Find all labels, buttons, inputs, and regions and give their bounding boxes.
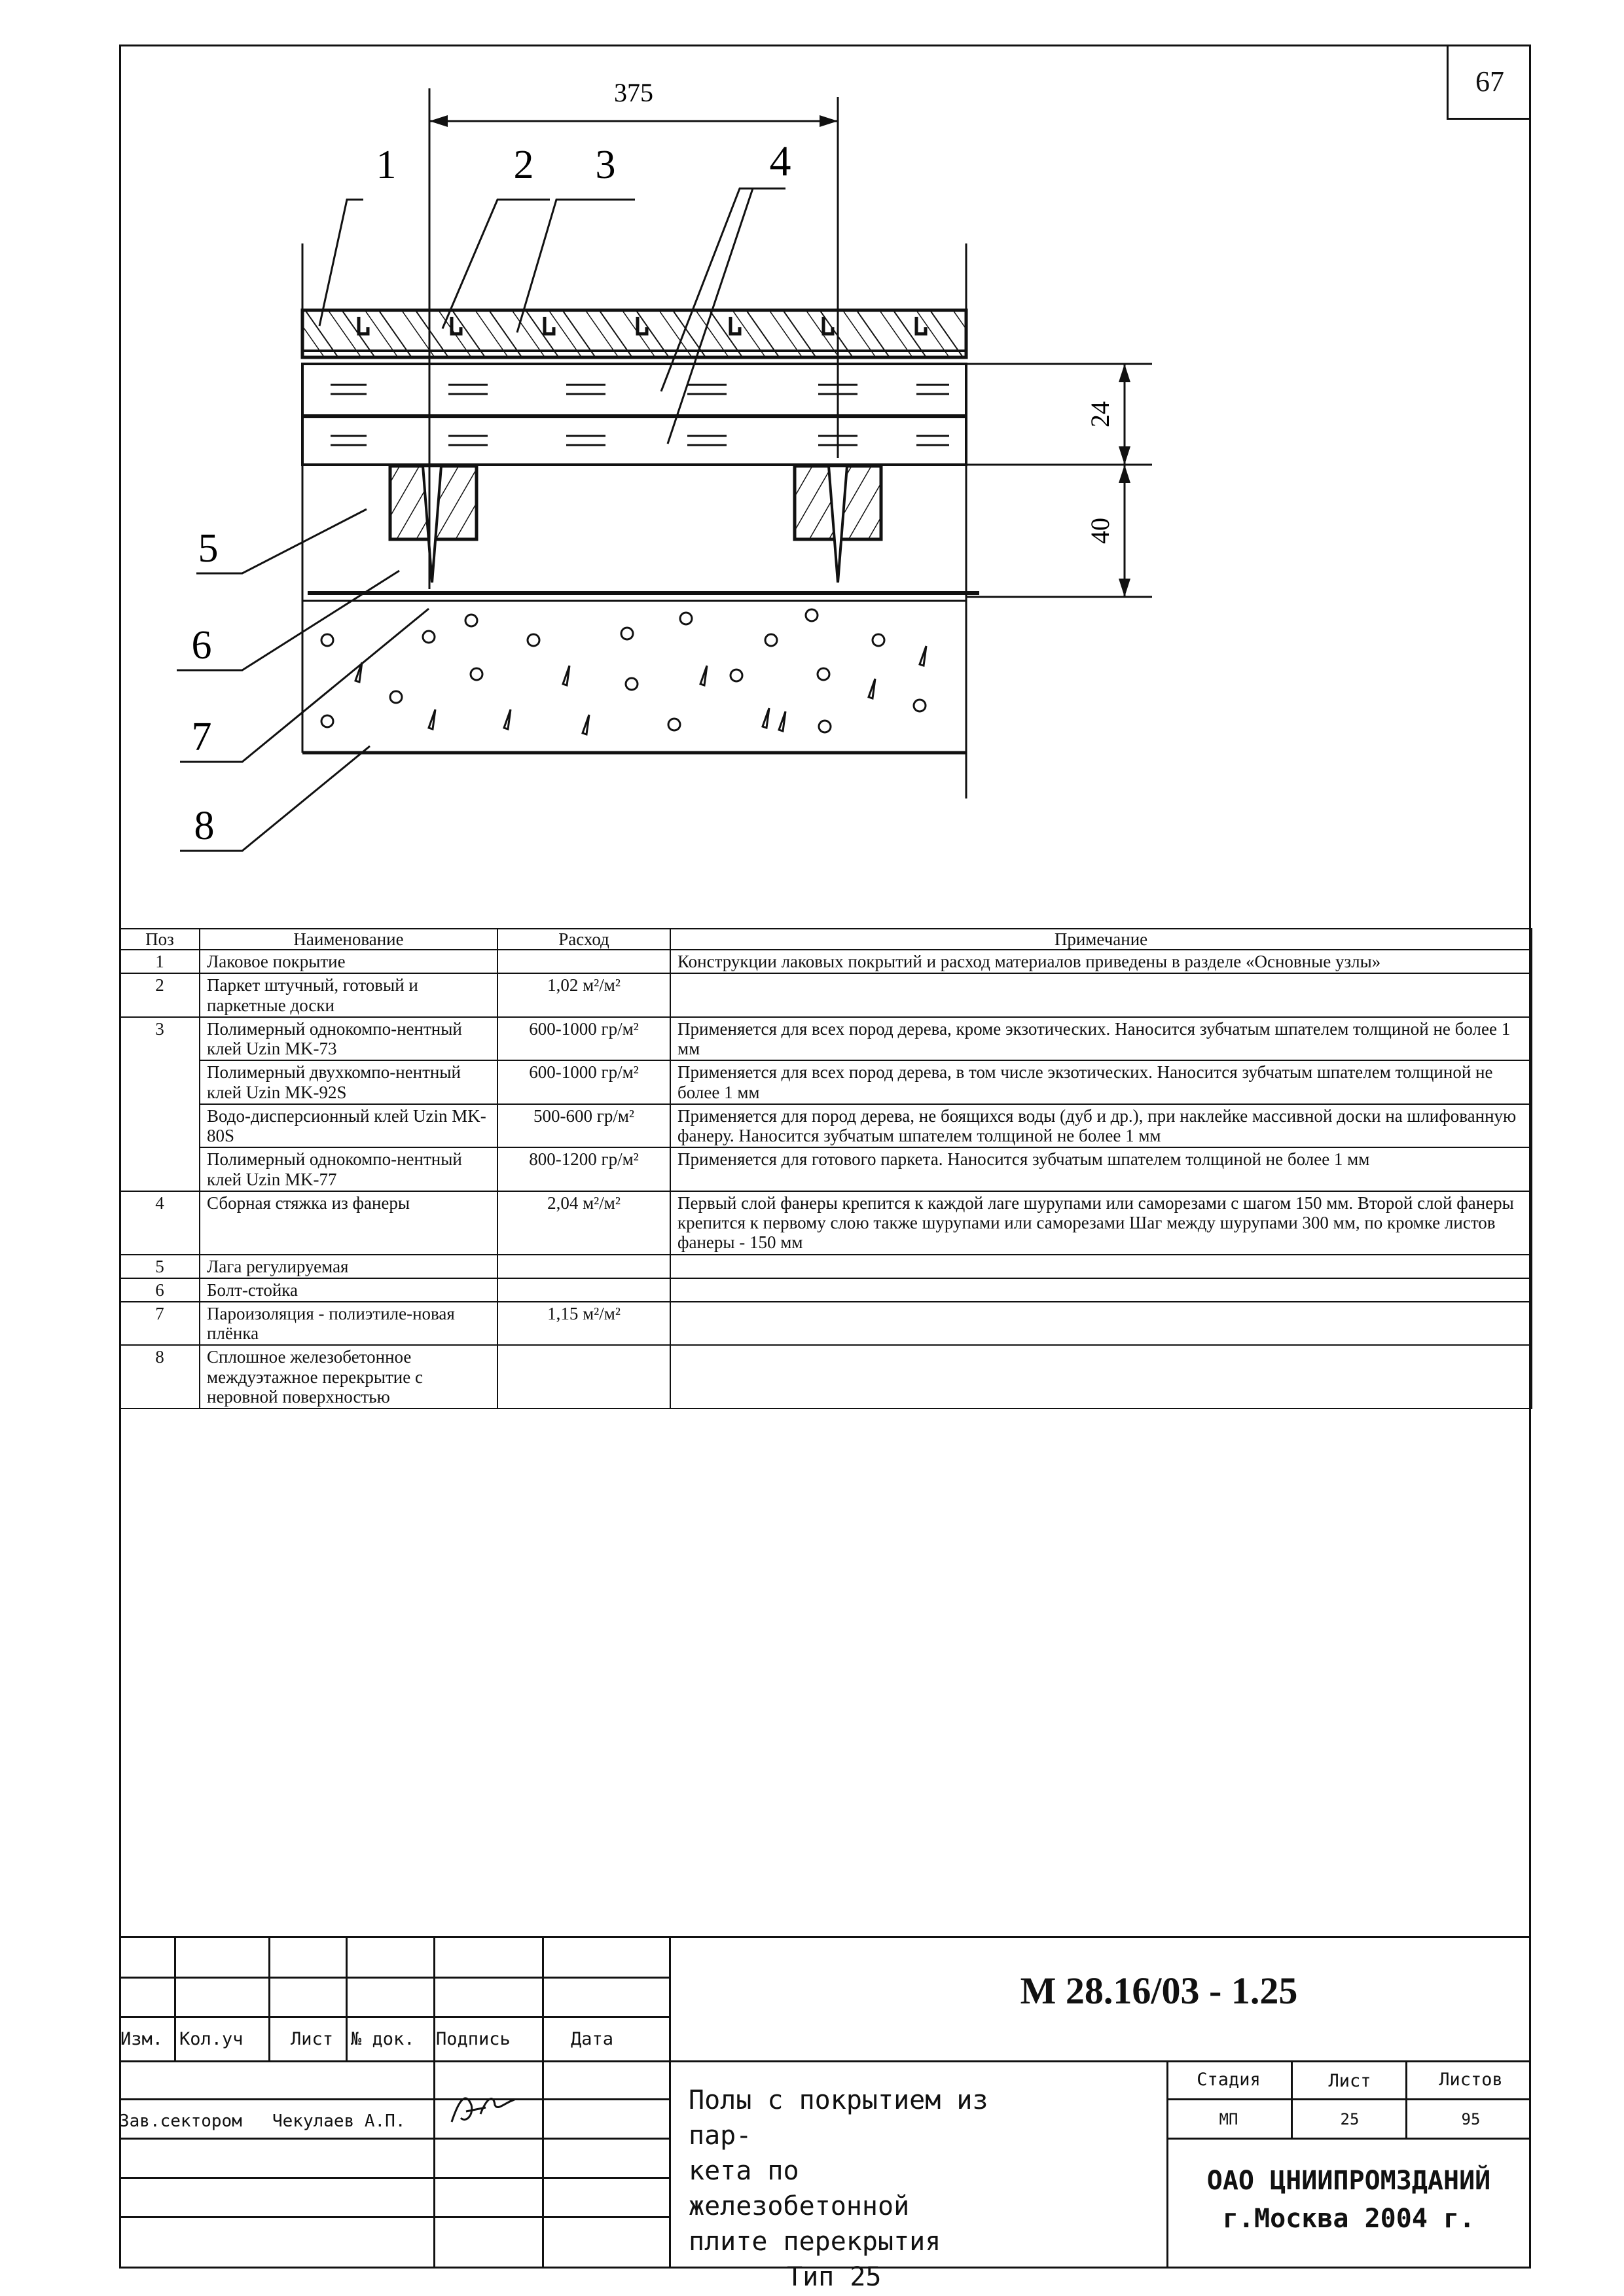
- sheet-value: 25: [1340, 2110, 1360, 2128]
- table-row: [120, 1278, 1532, 1302]
- sheets-value: 95: [1461, 2110, 1481, 2128]
- dimension-joist: 40: [1085, 518, 1115, 544]
- row-rate: 800-1200 гр/м²: [497, 1147, 670, 1191]
- table-row: [120, 1191, 1532, 1255]
- row-note: Первый слой фанеры крепится к каждой лаге шурупами или саморезами с шагом 150 мм. Второй слой фанеры крепится к первому слою также шурупами или саморезами Шаг между шурупами 300 мм, по кромке листов фанеры - 150 мм: [670, 1191, 1532, 1255]
- organization: [1166, 2162, 1531, 2238]
- sheet-label: Лист: [1328, 2071, 1371, 2091]
- row-name: Лага регулируемая: [200, 1255, 497, 1278]
- row-pos: 4: [120, 1191, 200, 1255]
- title-block: [119, 1936, 1531, 2292]
- col-date: Дата: [571, 2029, 614, 2049]
- row-note: [670, 1302, 1532, 1345]
- row-rate: 600-1000 гр/м²: [497, 1017, 670, 1060]
- dimension-width: 375: [614, 78, 653, 107]
- table-row: [120, 1017, 1532, 1060]
- row-note: Конструкции лаковых покрытий и расход материалов приведены в разделе «Основные узлы»: [670, 950, 1532, 973]
- col-kolvo: Кол.уч: [179, 2029, 244, 2049]
- signer-role: Зав.сектором: [119, 2111, 242, 2131]
- row-note: Применяется для пород дерева, не боящихся воды (дуб и др.), при наклейке массивной доски на шлифованную фанеру. Наносится зубчатым шпателем толщиной не более 1 мм: [670, 1104, 1532, 1147]
- header-note: Примечание: [670, 929, 1532, 950]
- table-row: [120, 1060, 1532, 1103]
- row-note: [670, 1278, 1532, 1302]
- callout-5: 5: [198, 526, 219, 571]
- page-number: 67: [1447, 45, 1531, 120]
- row-rate: [497, 1278, 670, 1302]
- row-note: Применяется для готового паркета. Наносится зубчатым шпателем толщиной не более 1 мм: [670, 1147, 1532, 1191]
- org-city-year: г.Москва 2004 г.: [1222, 2204, 1475, 2234]
- row-name: Лаковое покрытие: [200, 950, 497, 973]
- stage-label: Стадия: [1197, 2070, 1261, 2090]
- signer-name: Чекулаев А.П.: [272, 2111, 406, 2131]
- col-signature: Подпись: [436, 2029, 511, 2049]
- callout-1: 1: [376, 143, 397, 187]
- handwritten-signature: [446, 2085, 532, 2131]
- floor-section-drawing: [0, 0, 1624, 916]
- row-pos: 7: [120, 1302, 200, 1345]
- title-line-1: Полы с покрытием из пар-: [689, 2085, 988, 2151]
- document-code: М 28.16/03 - 1.25: [1020, 1969, 1298, 2012]
- row-rate: 2,04 м²/м²: [497, 1191, 670, 1255]
- row-rate: 500-600 гр/м²: [497, 1104, 670, 1147]
- row-rate: 1,15 м²/м²: [497, 1302, 670, 1345]
- sheet-title: [689, 2083, 1029, 2295]
- row-rate: 1,02 м²/м²: [497, 973, 670, 1016]
- row-rate: 600-1000 гр/м²: [497, 1060, 670, 1103]
- row-pos: 3: [120, 1017, 200, 1191]
- row-name: Сборная стяжка из фанеры: [200, 1191, 497, 1255]
- table-row: [120, 950, 1532, 973]
- row-pos: 8: [120, 1345, 200, 1408]
- header-rate: Расход: [497, 929, 670, 950]
- table-header-row: [120, 929, 1532, 950]
- row-note: [670, 1255, 1532, 1278]
- row-rate: [497, 1345, 670, 1408]
- col-doc: № док.: [351, 2029, 415, 2049]
- col-izm: Изм.: [120, 2029, 164, 2049]
- table-row: [120, 1147, 1532, 1191]
- callout-4: 4: [769, 137, 791, 185]
- title-line-4: Тип 25: [787, 2262, 882, 2292]
- row-note: [670, 973, 1532, 1016]
- row-note: [670, 1345, 1532, 1408]
- dimension-screed: 24: [1085, 401, 1115, 427]
- org-name: ОАО ЦНИИПРОМЗДАНИЙ: [1206, 2166, 1491, 2196]
- table-row: [120, 1255, 1532, 1278]
- row-pos: 5: [120, 1255, 200, 1278]
- row-pos: 2: [120, 973, 200, 1016]
- row-name: Болт-стойка: [200, 1278, 497, 1302]
- specification-table: [119, 928, 1532, 1409]
- header-pos: Поз: [120, 929, 200, 950]
- callout-3: 3: [595, 143, 616, 187]
- row-pos: 6: [120, 1278, 200, 1302]
- row-name: Полимерный однокомпо-нентный клей Uzin MK-73: [200, 1017, 497, 1060]
- row-rate: [497, 950, 670, 973]
- row-name: Водо-дисперсионный клей Uzin MK-80S: [200, 1104, 497, 1147]
- callout-2: 2: [513, 143, 534, 187]
- table-row: [120, 1345, 1532, 1408]
- row-note: Применяется для всех пород дерева, в том числе экзотических. Наносится зубчатым шпателем толщиной не более 1 мм: [670, 1060, 1532, 1103]
- table-row: [120, 1302, 1532, 1345]
- title-line-2: кета по железобетонной: [689, 2156, 910, 2221]
- row-note: Применяется для всех пород дерева, кроме экзотических. Наносится зубчатым шпателем толщиной не более 1 мм: [670, 1017, 1532, 1060]
- title-line-3: плите перекрытия: [689, 2227, 941, 2257]
- callout-8: 8: [194, 804, 215, 848]
- row-rate: [497, 1255, 670, 1278]
- callout-6: 6: [191, 623, 212, 668]
- col-list: Лист: [291, 2029, 334, 2049]
- callout-7: 7: [191, 715, 212, 759]
- row-name: Паркет штучный, готовый и паркетные доски: [200, 973, 497, 1016]
- row-name: Пароизоляция - полиэтиле-новая плёнка: [200, 1302, 497, 1345]
- row-name: Полимерный однокомпо-нентный клей Uzin MK-77: [200, 1147, 497, 1191]
- table-row: [120, 973, 1532, 1016]
- row-pos: 1: [120, 950, 200, 973]
- row-name: Сплошное железобетонное междуэтажное перекрытие с неровной поверхностью: [200, 1345, 497, 1408]
- stage-value: МП: [1219, 2110, 1238, 2128]
- header-name: Наименование: [200, 929, 497, 950]
- table-row: [120, 1104, 1532, 1147]
- sheets-label: Листов: [1439, 2070, 1503, 2090]
- row-name: Полимерный двухкомпо-нентный клей Uzin MK-92S: [200, 1060, 497, 1103]
